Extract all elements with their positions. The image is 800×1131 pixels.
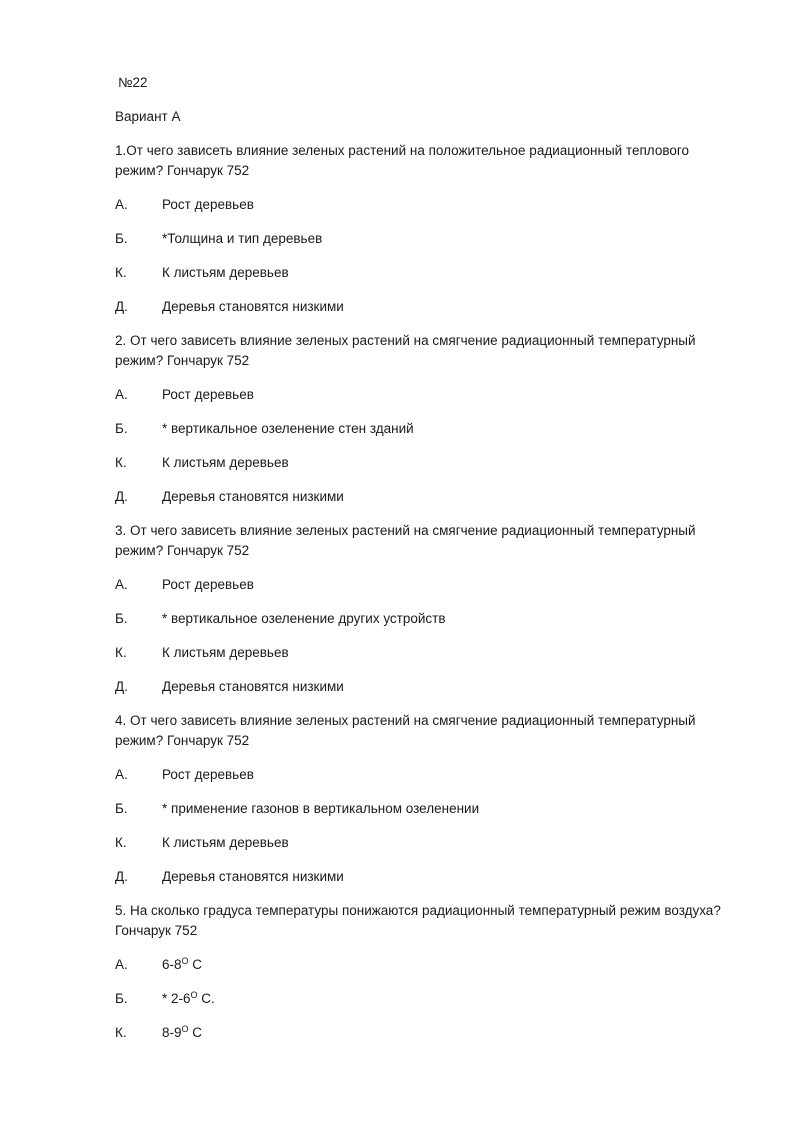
option-text: Деревья становятся низкими	[162, 299, 344, 314]
option-letter: Д.	[115, 679, 128, 694]
option-text: * применение газонов в вертикальном озеленении	[162, 801, 480, 816]
option-text: Рост деревьев	[162, 387, 254, 402]
option-text: К листьям деревьев	[162, 645, 289, 660]
option-letter: Б.	[115, 421, 128, 436]
answer-option	[115, 609, 740, 629]
option-letter: Б.	[115, 231, 128, 246]
option-text: * вертикальное озеленение других устройств	[162, 611, 446, 626]
degree-superscript: O	[181, 956, 189, 966]
answer-option	[115, 643, 740, 663]
answer-option	[115, 799, 740, 819]
question-text: 4. От чего зависеть влияние зеленых растений на смягчение радиационный температурный режим? Гончарук 752	[115, 713, 696, 748]
option-text: К листьям деревьев	[162, 455, 289, 470]
option-letter: К.	[115, 645, 127, 660]
answer-option	[115, 487, 740, 507]
option-text: К листьям деревьев	[162, 265, 289, 280]
answer-option	[115, 955, 740, 975]
answer-option	[115, 765, 740, 785]
option-text	[162, 989, 215, 1009]
option-letter: А.	[115, 957, 128, 972]
question	[115, 901, 735, 941]
option-letter: Д.	[115, 869, 128, 884]
option-text: Деревья становятся низкими	[162, 679, 344, 694]
option-value: * 2-6	[162, 991, 191, 1006]
option-letter: Д.	[115, 299, 128, 314]
option-text: * вертикальное озеленение стен зданий	[162, 421, 414, 436]
option-value: 8-9	[162, 1025, 182, 1040]
degree-superscript: O	[181, 1024, 189, 1034]
option-value: 6-8	[162, 957, 182, 972]
answer-option	[115, 297, 740, 317]
option-letter: К.	[115, 265, 127, 280]
document-number: №22	[118, 75, 148, 90]
question	[115, 141, 735, 181]
option-unit: C	[188, 957, 203, 972]
option-text: Деревья становятся низкими	[162, 869, 344, 884]
question-text: 2. От чего зависеть влияние зеленых растений на смягчение радиационный температурный режим? Гончарук 752	[115, 333, 696, 368]
question	[115, 331, 735, 371]
question-text: 5. На сколько градуса температуры понижаются радиационный температурный режим воздуха? Гончарук 752	[115, 903, 721, 938]
option-letter: Д.	[115, 489, 128, 504]
option-letter: А.	[115, 387, 128, 402]
question-text: 1.От чего зависеть влияние зеленых растений на положительное радиационный теплового режим? Гончарук 752	[115, 143, 689, 178]
answer-option	[115, 419, 740, 439]
option-letter: Б.	[115, 611, 128, 626]
answer-option	[115, 575, 740, 595]
option-letter: А.	[115, 577, 128, 592]
answer-option	[115, 385, 740, 405]
option-text: Рост деревьев	[162, 767, 254, 782]
option-text	[162, 1023, 202, 1043]
option-unit: C	[188, 1025, 203, 1040]
option-letter: А.	[115, 197, 128, 212]
option-text: Рост деревьев	[162, 197, 254, 212]
answer-option	[115, 453, 740, 473]
answer-option	[115, 229, 740, 249]
option-letter: К.	[115, 1025, 127, 1040]
question	[115, 521, 735, 561]
question-text: 3. От чего зависеть влияние зеленых растений на смягчение радиационный температурный режим? Гончарук 752	[115, 523, 696, 558]
option-letter: Б.	[115, 801, 128, 816]
option-letter: К.	[115, 835, 127, 850]
answer-option	[115, 263, 740, 283]
answer-option	[115, 867, 740, 887]
option-text: К листьям деревьев	[162, 835, 289, 850]
option-letter: Б.	[115, 991, 128, 1006]
answer-option	[115, 677, 740, 697]
option-text	[162, 955, 202, 975]
option-text: Рост деревьев	[162, 577, 254, 592]
degree-superscript: O	[190, 990, 198, 1000]
option-text: *Толщина и тип деревьев	[162, 231, 323, 246]
variant-heading: Вариант А	[115, 109, 181, 124]
option-letter: К.	[115, 455, 127, 470]
question	[115, 711, 735, 751]
option-unit: C.	[197, 991, 215, 1006]
option-text: Деревья становятся низкими	[162, 489, 344, 504]
answer-option	[115, 833, 740, 853]
answer-option	[115, 1023, 740, 1043]
answer-option	[115, 195, 740, 215]
option-letter: А.	[115, 767, 128, 782]
answer-option	[115, 989, 740, 1009]
